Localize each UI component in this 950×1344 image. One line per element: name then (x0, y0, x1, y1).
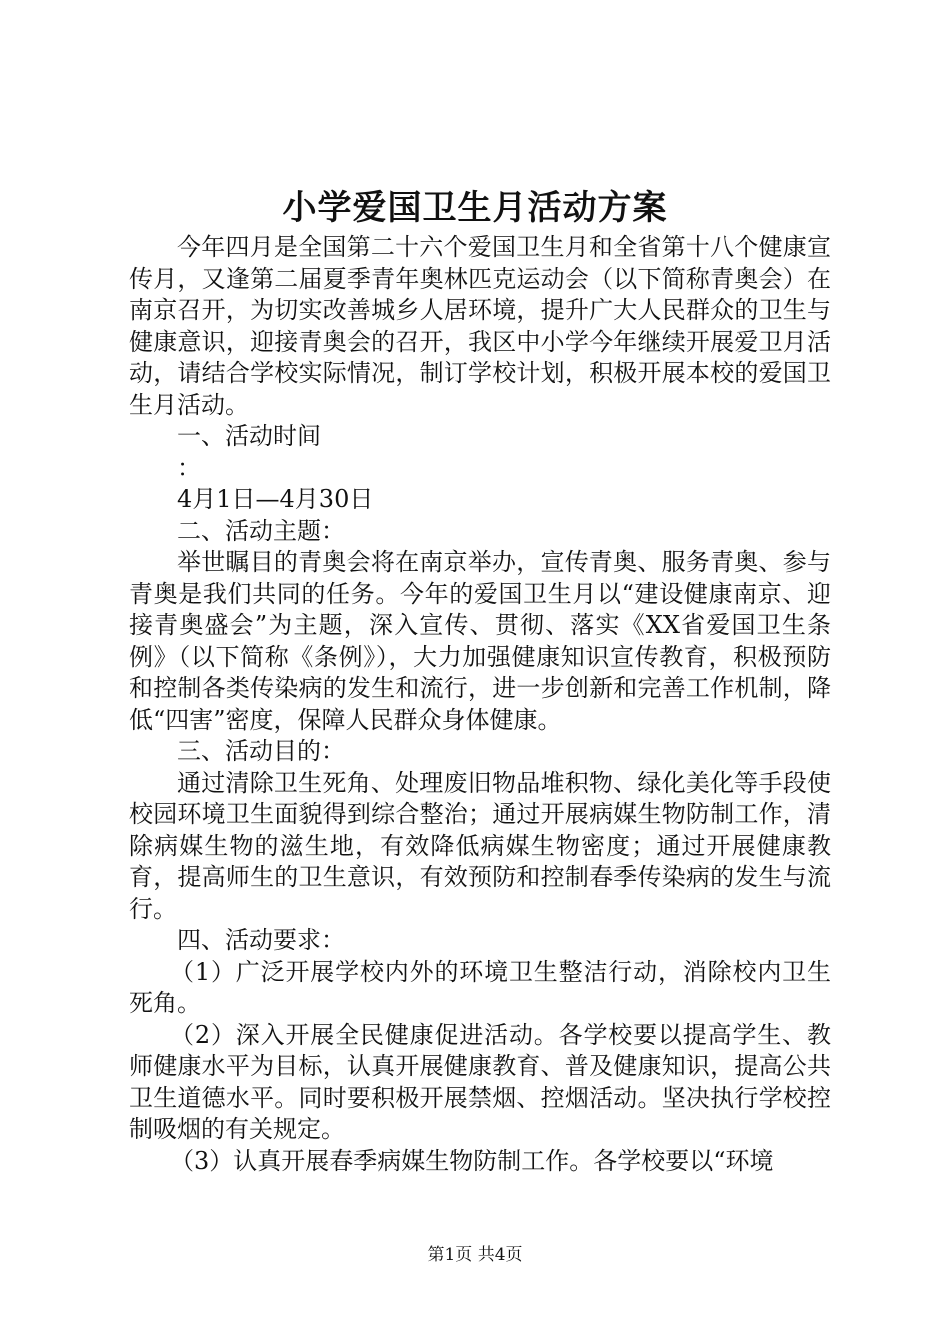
paragraph-intro: 今年四月是全国第二十六个爱国卫生月和全省第十八个健康宣传月，又逢第二届夏季青年奥林匹克运动会（以下简称青奥会）在南京召开，为切实改善城乡人居环境，提升广大人民群众的卫生与健康意识，迎接青奥会的召开，我区中小学今年继续开展爱卫月活动，请结合学校实际情况，制订学校计划，积极开展本校的爱国卫生月活动。 (129, 233, 831, 419)
page-footer: 第1页 共4页 (427, 1245, 523, 1265)
paragraph-purpose: 通过清除卫生死角、处理废旧物品堆积物、绿化美化等手段使校园环境卫生面貌得到综合整治；通过开展病媒生物防制工作，清除病媒生物的滋生地，有效降低病媒生物密度；通过开展健康教育，提高师生的卫生意识，有效预防和控制春季传染病的发生与流行。 (129, 768, 831, 923)
document-body (129, 232, 831, 1177)
paragraph-theme: 举世瞩目的青奥会将在南京举办，宣传青奥、服务青奥、参与青奥是我们共同的任务。今年的爱国卫生月以“建设健康南京、迎接青奥盛会”为主题，深入宣传、贯彻、落实《XX省爱国卫生条例》（以下简称《条例》），大力加强健康知识宣传教育，积极预防和控制各类传染病的发生和流行，进一步创新和完善工作机制，降低“四害”密度，保障人民群众身体健康。 (129, 548, 831, 734)
document-title: 小学爱国卫生月活动方案 (282, 188, 668, 228)
requirement-item-3: （3）认真开展春季病媒生物防制工作。各学校要以“环境 (170, 1146, 774, 1175)
activity-date-range: 4月1日—4月30日 (177, 485, 374, 513)
heading-activity-theme: 二、活动主题： (177, 516, 345, 545)
heading-activity-time: 一、活动时间 (177, 422, 321, 450)
heading-activity-purpose: 三、活动目的： (177, 737, 345, 765)
requirement-item-2: （2）深入开展全民健康促进活动。各学校要以提高学生、教师健康水平为目标，认真开展健康教育、普及健康知识，提高公共卫生道德水平。同时要积极开展禁烟、控烟活动。坚决执行学校控制吸烟的有关规定。 (129, 1020, 831, 1143)
colon-line: ： (177, 453, 201, 482)
requirement-item-1: （1）广泛开展学校内外的环境卫生整洁行动，消除校内卫生死角。 (129, 957, 831, 1017)
heading-activity-requirements: 四、活动要求： (177, 926, 345, 954)
